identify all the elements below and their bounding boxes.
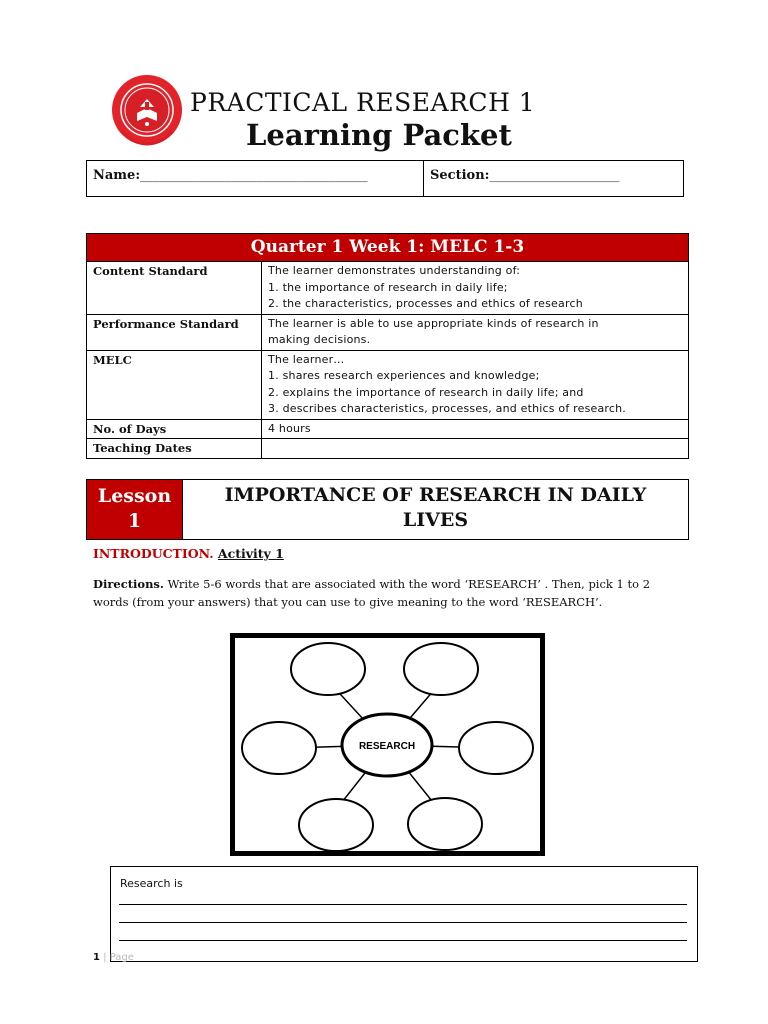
school-seal-logo: [110, 73, 184, 147]
teaching-dates-value[interactable]: [262, 439, 689, 459]
row-value: [262, 262, 689, 315]
table-row: [87, 314, 689, 350]
directions-paragraph: [93, 575, 683, 611]
word-bubble: [299, 799, 373, 851]
section-field[interactable]: [424, 161, 625, 196]
row-line: The learner demonstrates understanding of:: [268, 264, 521, 277]
row-value: [262, 350, 689, 419]
table-row: [87, 350, 689, 419]
answer-prompt: Research is: [120, 877, 183, 890]
word-bubble: [242, 722, 316, 774]
row-value: [262, 419, 689, 439]
lesson-header: [86, 479, 689, 540]
row-line: 4 hours: [268, 421, 311, 435]
name-field[interactable]: [87, 161, 424, 196]
table-row: [87, 262, 689, 315]
introduction-heading: [93, 546, 284, 561]
row-label: MELC: [87, 350, 262, 419]
section-label: Section:: [430, 168, 490, 183]
section-blank: ____________________: [489, 168, 620, 183]
row-line: 2. explains the importance of research in daily life; and: [268, 385, 584, 399]
lesson-number: 1: [127, 510, 142, 532]
table-row: [87, 439, 689, 459]
directions-text: Write 5-6 words that are associated with the word ‘RESEARCH’ . Then, pick 1 to 2 words (from your answers) that you can use to give meaning to the word ‘RESEARCH’.: [93, 577, 651, 609]
introduction-label: INTRODUCTION.: [93, 546, 214, 561]
word-bubble: [459, 722, 533, 774]
answer-line[interactable]: [119, 940, 687, 941]
quarter-standards-table: [86, 233, 689, 459]
row-line: 1. the importance of research in daily life;: [268, 280, 508, 294]
research-answer-box[interactable]: [110, 866, 698, 962]
quarter-heading: Quarter 1 Week 1: MELC 1-3: [87, 234, 689, 262]
page-footer: [93, 952, 134, 963]
activity-label: Activity 1: [217, 546, 284, 561]
row-line: 3. describes characteristics, processes, and ethics of research.: [268, 402, 626, 415]
name-blank: ___________________________________: [140, 168, 368, 183]
word-bubble: [404, 643, 478, 695]
row-value: [262, 314, 689, 350]
word-web-diagram: [230, 633, 545, 856]
row-label: Content Standard: [87, 262, 262, 315]
word-bubble: [408, 798, 482, 850]
word-bubble: [291, 643, 365, 695]
row-line: 2. the characteristics, processes and ethics of research: [268, 297, 583, 310]
document-subtitle: Learning Packet: [246, 118, 512, 152]
center-label: RESEARCH: [358, 741, 416, 752]
row-label: No. of Days: [87, 419, 262, 439]
student-info-box: [86, 160, 684, 197]
table-row: [87, 419, 689, 439]
answer-line[interactable]: [119, 922, 687, 923]
document-title: PRACTICAL RESEARCH 1: [190, 88, 536, 117]
row-line: The learner is able to use appropriate kinds of research in: [268, 316, 599, 330]
row-label: Teaching Dates: [87, 439, 262, 459]
lesson-number-badge: [87, 480, 182, 539]
name-label: Name:: [93, 168, 141, 183]
row-line: 1. shares research experiences and knowledge;: [268, 369, 540, 382]
page-word: | Page: [103, 952, 134, 963]
row-label: Performance Standard: [87, 314, 262, 350]
row-line: The learner…: [268, 352, 345, 366]
lesson-label: Lesson: [97, 485, 172, 507]
page-number: 1: [93, 952, 100, 963]
answer-line[interactable]: [119, 904, 687, 905]
directions-label: Directions.: [93, 577, 164, 591]
row-line: making decisions.: [268, 333, 371, 346]
lesson-title: IMPORTANCE OF RESEARCH IN DAILY LIVES: [182, 480, 688, 539]
